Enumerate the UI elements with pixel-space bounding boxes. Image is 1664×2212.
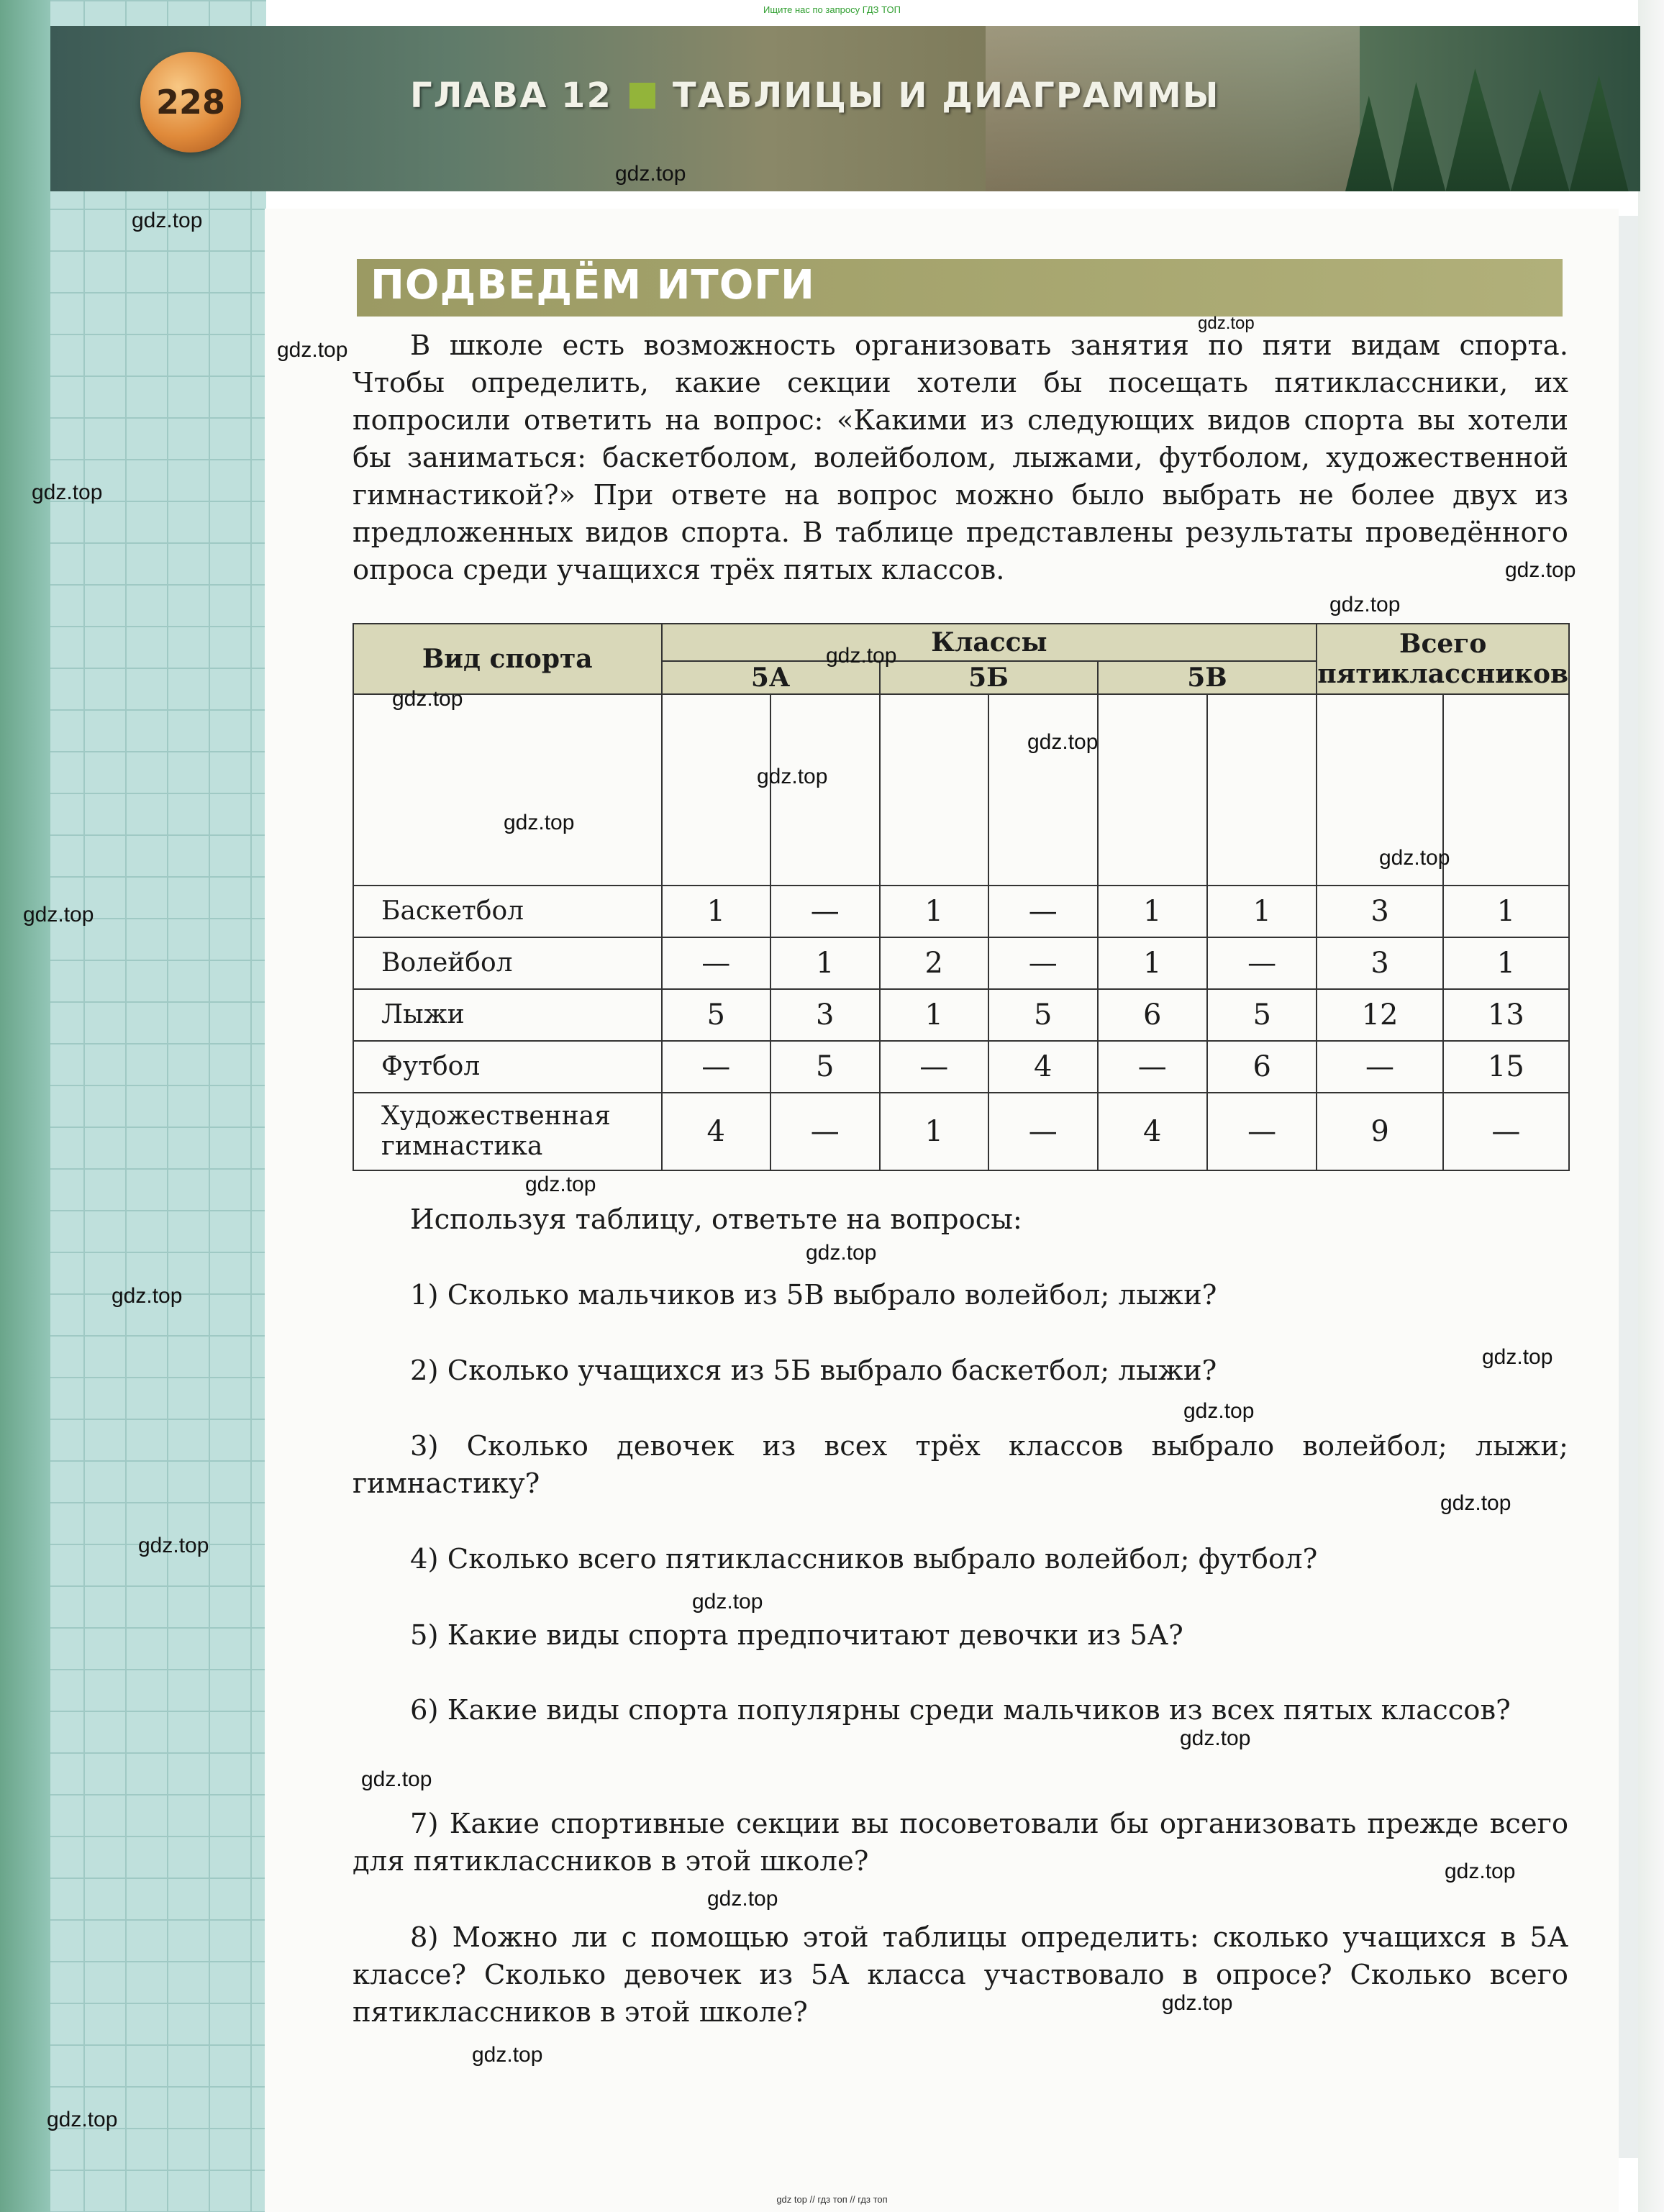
empty-cell <box>1207 694 1317 886</box>
chapter-label: ГЛАВА 12 <box>410 76 612 116</box>
table-cell: 5 <box>988 989 1098 1041</box>
page-number-badge: 228 <box>140 52 241 153</box>
table-header-row <box>353 624 1569 661</box>
trees-illustration <box>1345 55 1640 191</box>
page-edge-right <box>1638 0 1664 2212</box>
empty-cell <box>662 694 771 886</box>
watermark: gdz.top <box>707 1887 778 1911</box>
question-text: 3) Сколько девочек из всех трёх классов выбрало волейбол; лыжи; гимнастику? <box>353 1430 1568 1500</box>
table-cell: 12 <box>1317 989 1442 1041</box>
page-edge-left <box>0 0 50 2212</box>
header-class-5a: 5А <box>662 661 880 694</box>
question-text: 6) Какие виды спорта популярны среди мальчиков из всех пятых классов? <box>410 1694 1511 1726</box>
table-row <box>353 989 1569 1041</box>
table-cell: 15 <box>1443 1041 1569 1093</box>
table-cell: — <box>662 937 771 989</box>
table-cell: 5 <box>1207 989 1317 1041</box>
question-8 <box>353 1919 1568 2031</box>
watermark: gdz.top <box>1445 1860 1516 1883</box>
sport-name: Волейбол <box>353 937 662 989</box>
question-text: 1) Сколько мальчиков из 5В выбрало волейбол; лыжи? <box>410 1279 1217 1311</box>
bottom-note: gdz top // гдз топ // гдз топ <box>776 2194 888 2205</box>
question-3 <box>353 1428 1568 1503</box>
header-class-5b: 5Б <box>880 661 1098 694</box>
watermark: gdz.top <box>392 687 463 711</box>
table-cell: 6 <box>1207 1041 1317 1093</box>
sport-name: Лыжи <box>353 989 662 1041</box>
empty-cell <box>880 694 989 886</box>
table-cell: — <box>1317 1041 1442 1093</box>
watermark: gdz.top <box>472 2043 543 2067</box>
watermark: gdz.top <box>757 765 828 788</box>
header-sport: Вид спорта <box>353 624 662 694</box>
watermark: gdz.top <box>1482 1345 1553 1369</box>
table-cell: 2 <box>880 937 989 989</box>
table-cell: — <box>1098 1041 1207 1093</box>
question-text: 4) Сколько всего пятиклассников выбрало волейбол; футбол? <box>410 1543 1318 1575</box>
table-cell: 3 <box>770 989 880 1041</box>
table-row <box>353 1093 1569 1170</box>
watermark: gdz.top <box>23 903 94 927</box>
question-5 <box>353 1617 1568 1655</box>
table-cell: 4 <box>988 1041 1098 1093</box>
question-4 <box>353 1541 1568 1578</box>
watermark: gdz.top <box>1379 846 1450 870</box>
table-cell: — <box>988 937 1098 989</box>
questions-intro <box>353 1201 1568 1239</box>
table-cell: 1 <box>1207 886 1317 937</box>
question-text: 8) Можно ли с помощью этой таблицы определить: сколько учащихся в 5А классе? Сколько девочек из 5А класса участвовало в опросе? Сколько всего пятиклассников в этой школе? <box>353 1921 1568 2029</box>
header-class-5v: 5В <box>1098 661 1317 694</box>
watermark: gdz.top <box>112 1284 183 1308</box>
table-cell: 4 <box>662 1093 771 1170</box>
table-cell: 1 <box>1443 886 1569 937</box>
empty-cell <box>770 694 880 886</box>
table-cell: 6 <box>1098 989 1207 1041</box>
sport-name: Художественная гимнастика <box>353 1093 662 1170</box>
top-note: Ищите нас по запросу ГДЗ ТОП <box>763 4 901 15</box>
watermark: gdz.top <box>1440 1491 1511 1515</box>
header-total: Всего пятиклассников <box>1317 624 1569 694</box>
empty-cell <box>988 694 1098 886</box>
watermark: gdz.top <box>47 2108 118 2131</box>
table-cell: 1 <box>880 1093 989 1170</box>
empty-cell <box>1443 694 1569 886</box>
table-cell: — <box>770 1093 880 1170</box>
watermark: gdz.top <box>1198 314 1255 333</box>
question-text: 2) Сколько учащихся из 5Б выбрало баскетбол; лыжи? <box>410 1355 1217 1387</box>
table-cell: 3 <box>1317 886 1442 937</box>
table-cell: — <box>880 1041 989 1093</box>
watermark: gdz.top <box>525 1173 596 1196</box>
question-2 <box>353 1352 1568 1390</box>
watermark: gdz.top <box>132 209 203 232</box>
table-row <box>353 1041 1569 1093</box>
watermark: gdz.top <box>806 1241 877 1265</box>
table-cell: 4 <box>1098 1093 1207 1170</box>
watermark: gdz.top <box>1505 558 1576 582</box>
show-through-margin <box>1619 216 1640 2158</box>
table-cell: — <box>1207 1093 1317 1170</box>
empty-cell <box>353 694 662 886</box>
table-cell: — <box>1443 1093 1569 1170</box>
table-cell: — <box>662 1041 771 1093</box>
watermark: gdz.top <box>1027 730 1099 754</box>
sport-name: Футбол <box>353 1041 662 1093</box>
watermark: gdz.top <box>826 644 897 668</box>
survey-table <box>353 623 1570 1171</box>
watermark: gdz.top <box>1329 593 1401 616</box>
header-classes: Классы <box>662 624 1317 661</box>
empty-cell <box>1098 694 1207 886</box>
table-cell: 5 <box>770 1041 880 1093</box>
table-cell: — <box>988 1093 1098 1170</box>
table-cell: — <box>770 886 880 937</box>
question-text: 7) Какие спортивные секции вы посоветовали бы организовать прежде всего для пятиклассников в этой школе? <box>353 1808 1568 1878</box>
table-cell: — <box>988 886 1098 937</box>
table-cell: 1 <box>1098 937 1207 989</box>
square-bullet-icon <box>629 83 655 109</box>
question-6 <box>353 1692 1568 1729</box>
intro-text: В школе есть возможность организовать занятия по пяти видам спорта. Чтобы определить, какие секции хотели бы посещать пятиклассники, их попросили ответить на вопрос: «Какими из следующих видов спорта вы хотели бы заниматься: баскетболом, волейболом, лыжами, футболом, художественной гимнастикой?» При ответе на вопрос можно было выбрать не более двух из предложенных видов спорта. В таблице представлены результаты проведённого опроса среди учащихся трёх пятых классов. <box>353 329 1568 586</box>
table-cell: 13 <box>1443 989 1569 1041</box>
table-cell: 1 <box>770 937 880 989</box>
table-row <box>353 886 1569 937</box>
table-cell: 3 <box>1317 937 1442 989</box>
watermark: gdz.top <box>1162 1991 1233 2015</box>
table-cell: — <box>1207 937 1317 989</box>
table-cell: 1 <box>1098 886 1207 937</box>
watermark: gdz.top <box>615 162 686 186</box>
table-cell: 5 <box>662 989 771 1041</box>
table-cell: 1 <box>880 989 989 1041</box>
sport-name: Баскетбол <box>353 886 662 937</box>
section-title: ПОДВЕДЁМ ИТОГИ <box>370 262 815 309</box>
watermark: gdz.top <box>504 811 575 834</box>
watermark: gdz.top <box>1183 1399 1255 1423</box>
chapter-heading <box>410 76 1219 116</box>
watermark: gdz.top <box>1180 1726 1251 1750</box>
questions-intro-text: Используя таблицу, ответьте на вопросы: <box>410 1203 1022 1236</box>
table-cell: 9 <box>1317 1093 1442 1170</box>
watermark: gdz.top <box>32 481 103 504</box>
table-cell: 1 <box>662 886 771 937</box>
watermark: gdz.top <box>692 1590 763 1614</box>
table-row <box>353 937 1569 989</box>
question-7 <box>353 1806 1568 1880</box>
intro-paragraph <box>353 327 1568 589</box>
chapter-title: ТАБЛИЦЫ И ДИАГРАММЫ <box>672 76 1220 116</box>
watermark: gdz.top <box>277 338 348 362</box>
question-text: 5) Какие виды спорта предпочитают девочки из 5А? <box>410 1619 1183 1652</box>
watermark: gdz.top <box>138 1534 209 1557</box>
watermark: gdz.top <box>361 1767 432 1791</box>
question-1 <box>353 1277 1568 1314</box>
table-cell: 1 <box>880 886 989 937</box>
table-cell: 1 <box>1443 937 1569 989</box>
